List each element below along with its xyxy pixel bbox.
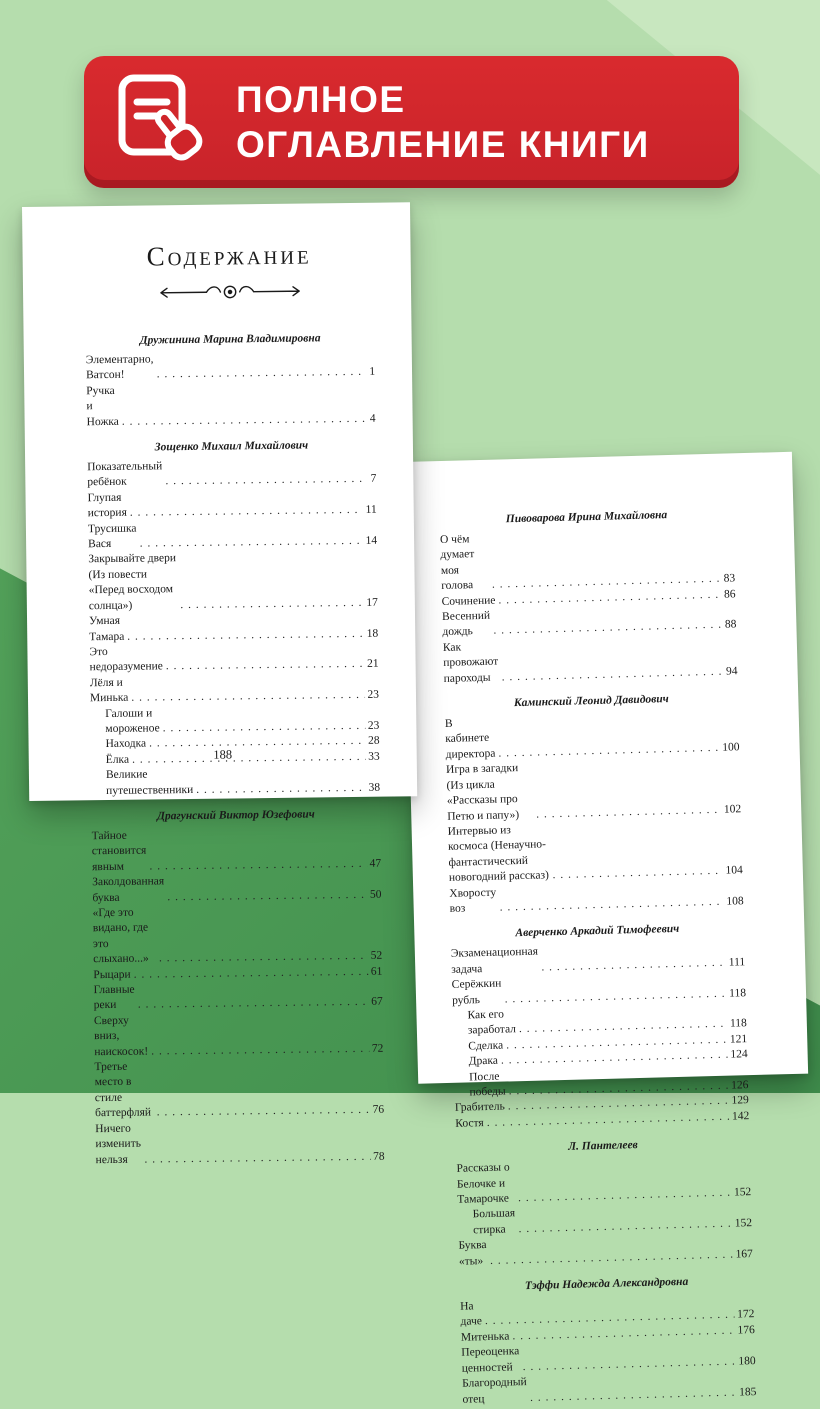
toc-entry-title: О чём думает моя голова <box>439 533 475 593</box>
toc-entry-page: 111 <box>728 955 746 969</box>
toc-entry-title: Костя <box>455 1116 484 1130</box>
toc-entry <box>90 703 379 737</box>
author-heading: Каминский Леонид Давидович <box>513 693 669 710</box>
dot-leader <box>167 887 367 905</box>
toc-entry-page: 76 <box>372 1103 385 1117</box>
toc-entry-title: Закрывайте двери (Из повести «Перед восходом солнца») <box>88 552 177 612</box>
toc-title: Содержание <box>146 239 312 272</box>
toc-page-left <box>22 202 417 1166</box>
toc-entry-title: Сверху вниз, наискосок! <box>93 1014 149 1058</box>
toc-entry <box>91 765 380 799</box>
dot-leader <box>151 1041 369 1059</box>
dot-leader <box>157 365 367 383</box>
toc-entry-page: 102 <box>723 802 742 816</box>
toc-entry-page: 152 <box>733 1186 752 1199</box>
toc-entry-title: Драка <box>468 1054 499 1068</box>
toc-entry-page: 67 <box>371 996 383 1009</box>
toc-entry <box>88 518 377 552</box>
toc-entry-page: 23 <box>367 719 380 732</box>
dot-leader <box>122 411 367 429</box>
toc-entry-title: Ёлка <box>105 753 130 766</box>
author-heading: Л. Пантелеев <box>568 1139 638 1154</box>
toc-entry-title: Галоши и мороженое <box>105 706 160 735</box>
toc-entry <box>92 826 382 876</box>
banner-line2: ОГЛАВЛЕНИЕ КНИГИ <box>236 124 650 165</box>
toc-entry-title: После победы <box>468 1070 506 1099</box>
toc-entry-title: Сделка <box>468 1039 504 1053</box>
toc-sections-right <box>439 507 756 1407</box>
toc-entry-page: 33 <box>368 750 380 763</box>
toc-entry-title: «Где это видано, где это слыхано...» <box>92 906 149 966</box>
dot-leader <box>144 1149 370 1167</box>
dot-leader <box>140 534 363 552</box>
promo-banner <box>84 56 739 188</box>
toc-entry-title: Тайное становится явным <box>91 829 147 873</box>
toc-entry-title: Показательный ребёнок <box>87 460 163 489</box>
toc-entry <box>86 381 376 431</box>
dot-leader <box>130 503 363 521</box>
toc-entry <box>445 709 740 763</box>
toc-entry <box>90 672 379 706</box>
dot-leader <box>138 995 369 1013</box>
toc-entry <box>88 549 378 614</box>
toc-entry-page: 86 <box>723 587 736 601</box>
toc-entry-page: 7 <box>370 473 377 486</box>
toc-entry-page: 185 <box>739 1385 757 1398</box>
author-heading: Пивоварова Ирина Михайловна <box>505 509 668 526</box>
toc-entry-title: Умная Тамара <box>88 614 125 643</box>
toc-entry-title: Лёля и Минька <box>89 676 129 705</box>
dot-leader <box>149 857 366 875</box>
ornament-flourish-icon <box>85 280 374 310</box>
toc-entry-page: 180 <box>738 1354 756 1368</box>
toc-entry-page: 142 <box>731 1109 750 1123</box>
dot-leader <box>131 688 364 706</box>
toc-entry-title: Третье место в стиле баттерфляй <box>94 1060 152 1120</box>
toc-entry-title: Это недоразумение <box>89 645 163 674</box>
toc-entry-title: Интервью из космоса (Ненаучно-фантастический новогодний рассказ) <box>447 824 550 885</box>
toc-entry-title: Ничего изменить нельзя <box>95 1122 142 1166</box>
toc-entry-page: 167 <box>735 1247 754 1261</box>
toc-entry-title: Рассказы о Белочке и Тамарочке <box>456 1161 510 1206</box>
toc-entry-page: 88 <box>724 618 737 632</box>
toc-entry-title: Находка <box>105 737 147 751</box>
toc-entry-title: Экзаменационная задача <box>450 945 539 976</box>
dot-leader <box>501 664 723 685</box>
toc-entry-page: 38 <box>368 781 381 794</box>
toc-entry-page: 104 <box>725 864 743 877</box>
toc-entry-title: Элементарно, Ватсон! <box>85 353 154 382</box>
toc-entry <box>87 457 376 491</box>
dot-leader <box>166 657 364 675</box>
toc-entry-page: 118 <box>729 1017 747 1030</box>
toc-entry-title: Хворосту воз <box>449 886 497 915</box>
toc-entry <box>95 1118 385 1168</box>
toc-entry <box>462 1369 757 1407</box>
toc-entry-page: 152 <box>734 1216 753 1230</box>
toc-entry-title: Игра в загадки (Из цикла «Рассказы про Петю и папу») <box>445 762 520 823</box>
toc-entry <box>92 872 381 906</box>
toc-entry <box>94 1057 384 1122</box>
toc-entry <box>448 817 744 886</box>
toc-entry-title: Заколдованная буква <box>92 875 165 904</box>
toc-entry-page: 121 <box>729 1032 748 1046</box>
toc-entry-page: 14 <box>365 534 378 547</box>
toc-entry-page: 23 <box>367 688 380 701</box>
toc-entry-title: Большая стирка <box>472 1207 516 1237</box>
toc-entry <box>89 611 378 645</box>
toc-entry-title: Великие путешественники <box>105 768 194 797</box>
toc-entry-page: 83 <box>723 572 736 585</box>
toc-entry-page: 4 <box>369 412 376 425</box>
toc-entry-page: 72 <box>371 1042 384 1055</box>
toc-entry <box>446 756 742 825</box>
toc-entry-page: 172 <box>737 1308 755 1321</box>
toc-entry <box>89 642 378 676</box>
dot-leader <box>490 1247 733 1269</box>
dot-leader <box>134 964 368 982</box>
toc-entry <box>93 903 383 968</box>
toc-entry-title: Глупая история <box>87 491 127 520</box>
toc-entry-page: 100 <box>722 741 740 754</box>
dot-leader <box>499 895 723 916</box>
author-heading: Зощенко Михаил Михайлович <box>154 439 309 454</box>
author-heading: Дружинина Марина Владимировна <box>139 332 321 347</box>
toc-entry-title: Главные реки <box>93 983 135 1012</box>
toc-entry-page: 61 <box>370 965 383 978</box>
toc-entry-page: 52 <box>370 949 383 963</box>
toc-entry-title: Рыцари <box>93 968 131 981</box>
toc-entry <box>93 980 382 1014</box>
toc-entry-page: 50 <box>369 888 382 901</box>
toc-entry <box>87 488 376 522</box>
dot-leader <box>530 1385 737 1406</box>
toc-entry-page: 1 <box>369 366 376 379</box>
toc-entry-title: Трусишка Вася <box>87 522 137 551</box>
toc-entry-page: 18 <box>366 627 379 640</box>
author-heading: Тэффи Надежда Александровна <box>524 1275 689 1293</box>
dot-leader <box>165 472 367 490</box>
toc-entry <box>440 525 736 594</box>
toc-entry <box>449 879 744 917</box>
toc-entry-page: 108 <box>726 895 744 908</box>
toc-entry <box>86 350 375 384</box>
toc-entry-page: 126 <box>731 1079 749 1092</box>
dot-leader <box>196 780 366 797</box>
toc-entry-title: Сочинение <box>441 594 496 608</box>
toc-entry-page: 78 <box>373 1150 385 1163</box>
toc-page-right <box>402 452 808 1406</box>
toc-entry-title: Буква «ты» <box>458 1239 487 1268</box>
toc-entry-page: 47 <box>369 857 382 870</box>
book-with-pointing-hand-icon <box>110 70 214 174</box>
toc-entry-title: Митенька <box>460 1330 510 1344</box>
dot-leader <box>180 596 363 614</box>
toc-entry-page: 176 <box>737 1323 755 1337</box>
toc-entry-page: 124 <box>730 1048 748 1061</box>
banner-line1: ПОЛНОЕ <box>236 78 406 120</box>
toc-entry-title: Грабитель <box>454 1100 505 1115</box>
page-number: 188 <box>213 747 233 762</box>
toc-entry-title: На даче <box>459 1300 483 1329</box>
toc-entry-page: 129 <box>731 1094 749 1107</box>
toc-entry-title: Серёжкин рубль <box>451 977 502 1007</box>
toc-entry <box>456 1154 751 1208</box>
toc-entry-page: 94 <box>725 664 738 678</box>
author-heading: Аверченко Аркадий Тимофеевич <box>515 923 680 940</box>
toc-entry-title: Благородный отец <box>461 1376 527 1406</box>
dot-leader <box>157 1103 370 1121</box>
author-heading: Драгунский Виктор Юзефович <box>157 808 315 823</box>
toc-entry-title: Как его заработал <box>467 1008 517 1037</box>
toc-entry-page: 11 <box>365 503 377 517</box>
toc-entry-page: 17 <box>366 596 378 609</box>
toc-entry-title: Как провожают пароходы <box>442 641 499 685</box>
banner-text <box>236 77 650 167</box>
toc-entry-title: В кабинете директора <box>444 717 496 761</box>
toc-entry-title: Переоценка ценностей <box>461 1345 520 1375</box>
toc-entry <box>443 633 738 687</box>
toc-entry-page: 118 <box>729 986 747 1000</box>
toc-entry <box>94 1010 384 1060</box>
toc-entry-title: Ручка и Ножка <box>86 384 119 428</box>
toc-entry-title: Весенний дождь <box>441 609 491 639</box>
dot-leader <box>127 626 364 644</box>
toc-entry-page: 21 <box>367 657 379 671</box>
toc-entry-page: 28 <box>367 735 380 748</box>
